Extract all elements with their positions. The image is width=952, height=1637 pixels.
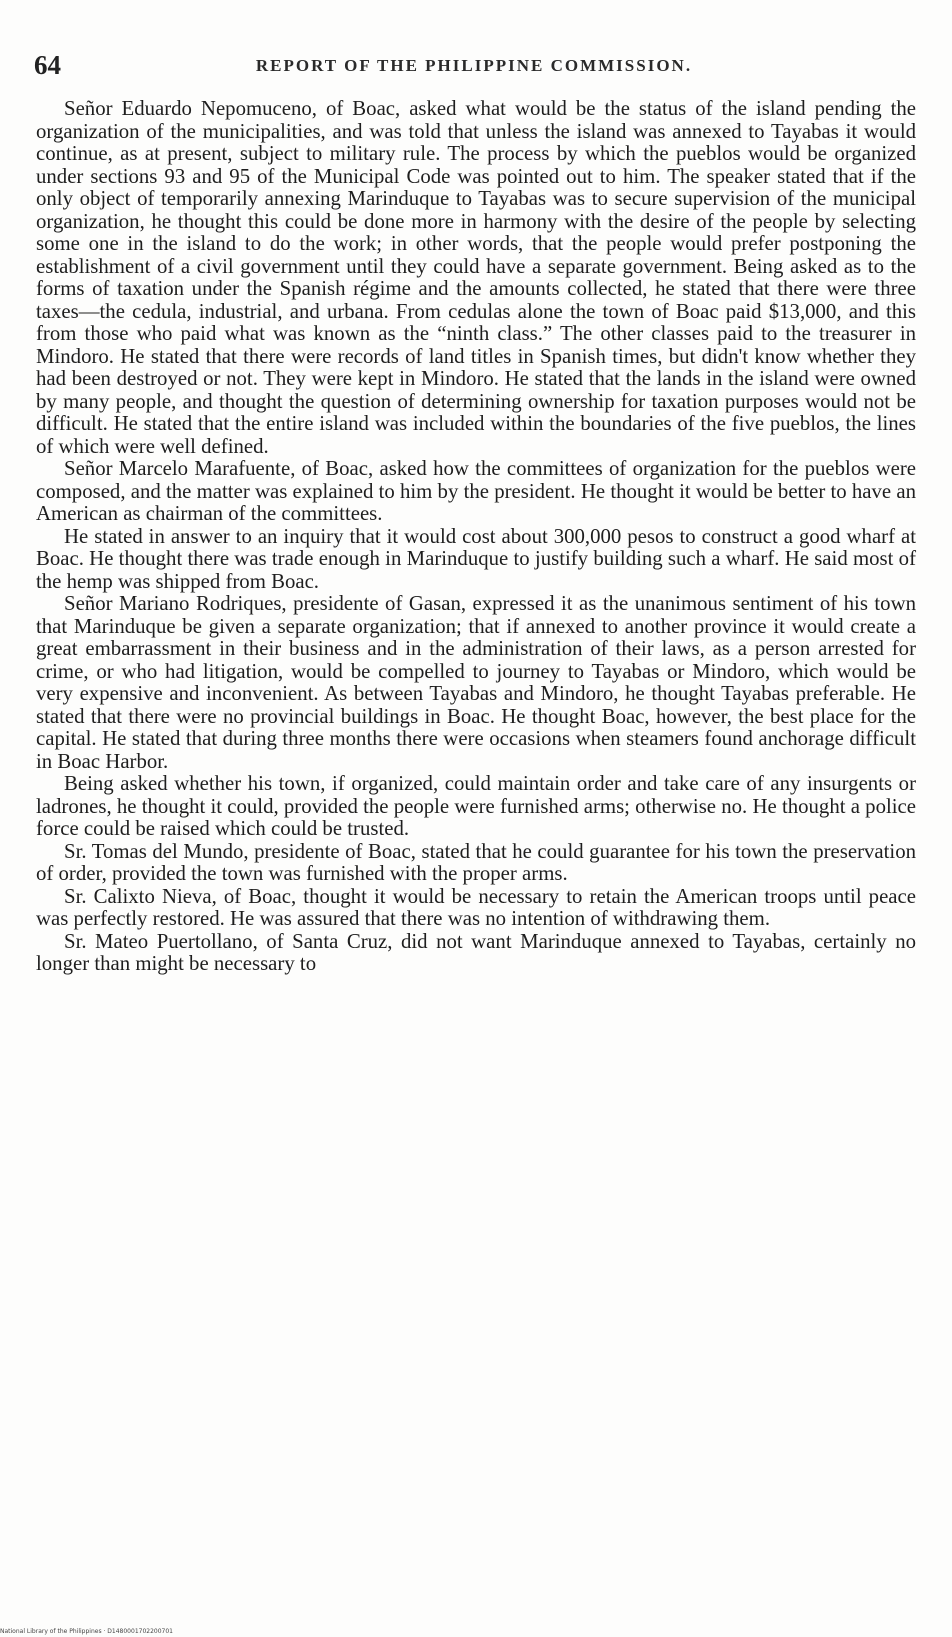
paragraph: Sr. Mateo Puertollano, of Santa Cruz, did not want Marinduque annexed to Tayabas, certainly no longer than might be necessary to <box>36 929 916 975</box>
paragraph: Being asked whether his town, if organized, could maintain order and take care of any insurgents or ladrones, he thought it could, provided the people were furnished arms; otherwise no. He thought a police force could be raised which could be trusted. <box>36 772 916 840</box>
running-head: REPORT OF THE PHILIPPINE COMMISSION. <box>255 56 693 75</box>
paragraph: Señor Marcelo Marafuente, of Boac, asked how the committees of organization for the pueblos were composed, and the matter was explained to him by the president. He thought it would be better to have an American as chairman of the committees. <box>36 457 916 525</box>
paragraph: Sr. Calixto Nieva, of Boac, thought it would be necessary to retain the American troops until peace was perfectly restored. He was assured that there was no intention of withdrawing them. <box>36 884 916 930</box>
page-number: 64 <box>34 50 61 80</box>
paragraph: Señor Eduardo Nepomuceno, of Boac, asked what would be the status of the island pending the organization of the municipalities, and was told that unless the island was annexed to Tayabas it would continue, as at present, subject to military rule. The process by which the pueblos would be organized under sections 93 and 95 of the Municipal Code was pointed out to him. The speaker stated that if the only object of temporarily annexing Marinduque to Tayabas was to secure supervision of the municipal organization, he thought this could be done more in harmony with the desire of the people by selecting some one in the island to do the work; in other words, that the people would prefer postponing the establishment of a civil government until they could have a separate government. Being asked as to the forms of taxation under the Spanish régime and the amounts collected, he stated that there were three taxes—the cedula, industrial, and urbana. From cedulas alone the town of Boac paid $13,000, and this from those who paid what was known as the “ninth class.” The other classes paid to the treasurer in Mindoro. He stated that there were records of land titles in Spanish times, but didn't know whether they had been destroyed or not. They were kept in Mindoro. He stated that the lands in the island were owned by many people, and thought the question of determining ownership for taxation purposes would not be difficult. He stated that the entire island was included within the boundaries of the five pueblos, the lines of which were well defined. <box>36 97 916 458</box>
paragraph: Señor Mariano Rodriques, presidente of Gasan, expressed it as the unanimous sentiment of his town that Marinduque be given a separate organization; that if annexed to another province it would create a great embarrassment in their business and in the administration of their laws, as a person arrested for crime, or who had litigation, would be compelled to journey to Tayabas or Mindoro, which would be very expensive and inconvenient. As between Tayabas and Mindoro, he thought Tayabas preferable. He stated that there were no provincial buildings in Boac. He thought Boac, however, the best place for the capital. He stated that during three months there were occasions when steamers found anchorage difficult in Boac Harbor. <box>36 592 916 773</box>
paragraph: He stated in answer to an inquiry that it would cost about 300,000 pesos to construct a good wharf at Boac. He thought there was trade enough in Marinduque to justify building such a wharf. He said most of the hemp was shipped from Boac. <box>36 524 916 593</box>
paragraph: Sr. Tomas del Mundo, presidente of Boac, stated that he could guarantee for his town the preservation of order, provided the town was furnished with the proper arms. <box>36 839 916 885</box>
page-header <box>34 50 914 86</box>
body-text <box>36 98 916 976</box>
scan-footer-label: National Library of the Philippines · D1480001702200701 <box>0 1628 173 1635</box>
